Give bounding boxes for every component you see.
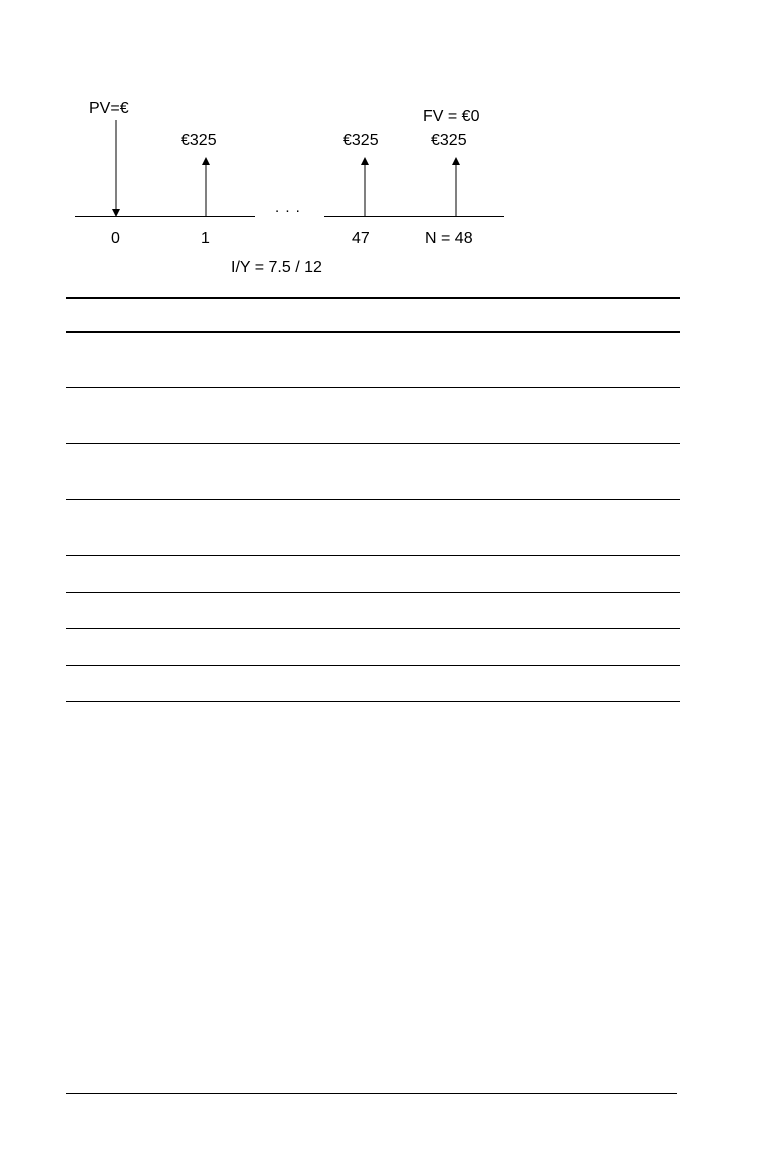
payment-up-arrow: [452, 157, 460, 217]
fv-label: FV = €0: [423, 108, 480, 125]
timeline-axis-left: [75, 216, 255, 217]
payment-up-arrow: [361, 157, 369, 217]
footer-rule: [66, 1093, 677, 1094]
period-label: 0: [111, 230, 120, 247]
pv-label: PV=€: [89, 100, 129, 117]
table-row-rule: [66, 387, 680, 388]
table-row-rule: [66, 443, 680, 444]
table-row-rule: [66, 499, 680, 500]
period-label: 47: [352, 230, 370, 247]
table-row-rule: [66, 665, 680, 666]
table-row-rule: [66, 555, 680, 556]
payment-up-arrow: [202, 157, 210, 217]
payment-label: €325: [181, 132, 217, 149]
interest-rate-label: I/Y = 7.5 / 12: [231, 259, 322, 276]
table-bottom-rule: [66, 701, 680, 702]
table-row-rule: [66, 628, 680, 629]
period-label: 1: [201, 230, 210, 247]
pv-down-arrow: [112, 120, 120, 218]
payment-label: €325: [343, 132, 379, 149]
table-row-rule: [66, 592, 680, 593]
table-top-rule: [66, 297, 680, 299]
table-header-rule: [66, 331, 680, 333]
timeline-axis-right: [324, 216, 504, 217]
period-label: N = 48: [425, 230, 473, 247]
payment-label: €325: [431, 132, 467, 149]
timeline-ellipsis: . . .: [275, 199, 301, 216]
